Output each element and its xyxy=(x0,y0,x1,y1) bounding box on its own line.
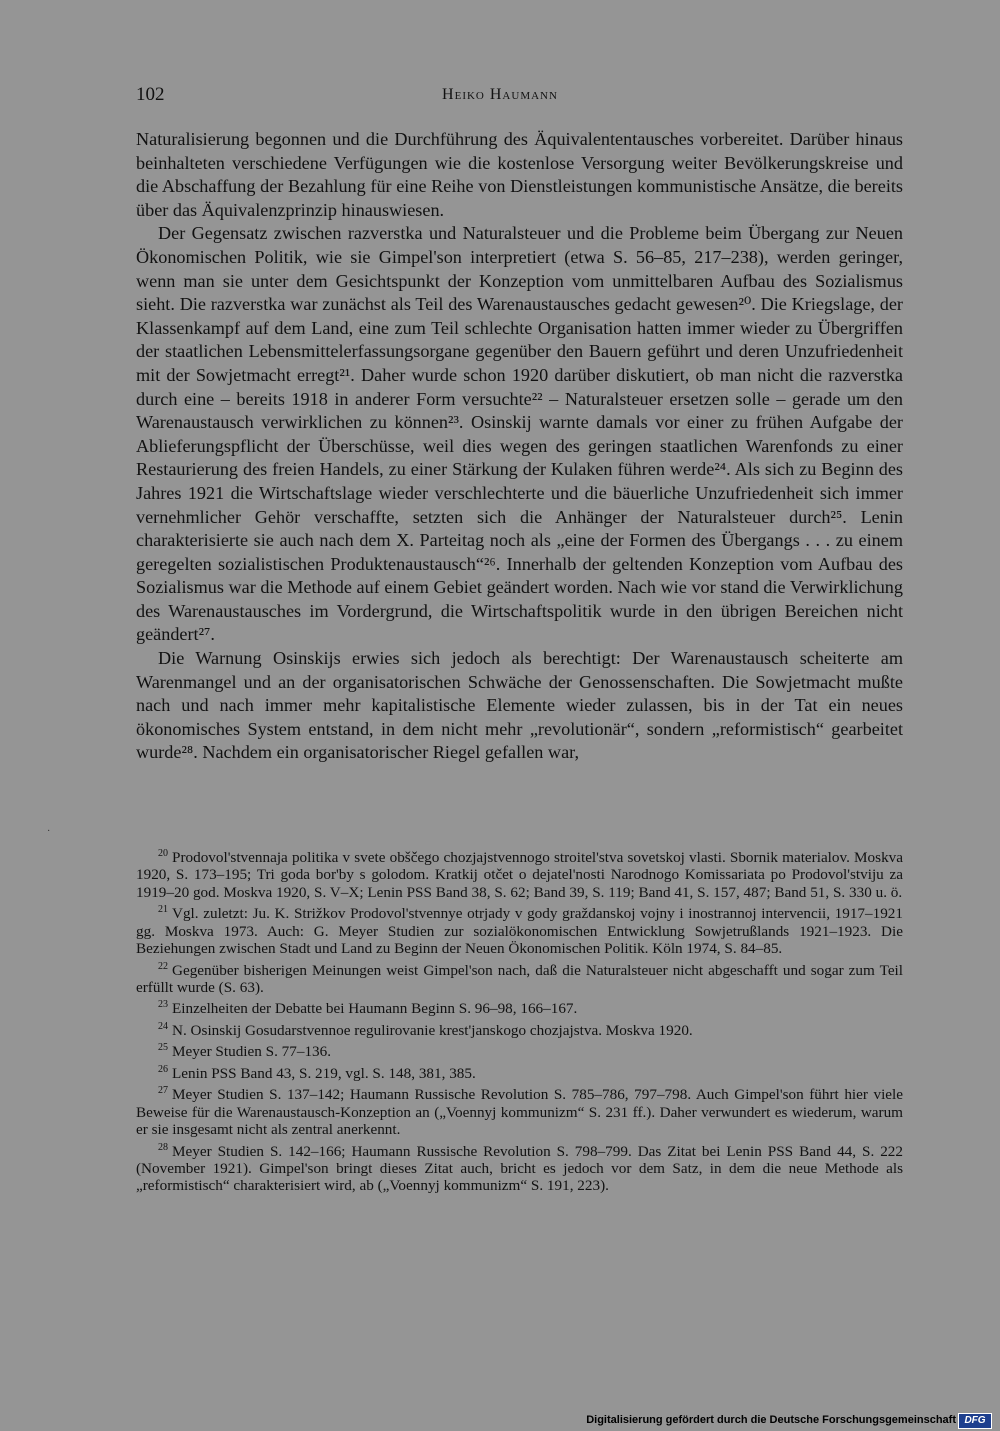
footnote-text: Meyer Studien S. 77–136. xyxy=(172,1043,332,1061)
paragraph: Die Warnung Osinskijs erwies sich jedoch als berechtigt: Der Warenaustausch scheiterte am Warenmangel und an der organisatorischen Schwäche der Genossenschaften. Die Sowjetmacht mußte nach und nach immer mehr kapitalistische Elemente wieder zulassen, bis in der Tat ein neues ökonomisches System entstand, in dem nicht mehr „revolutionär“, sondern „reformistisch“ gearbeitet wurde²⁸. Nachdem ein organisatorischer Riegel gefallen war, xyxy=(136,648,903,763)
footnote-text: Gegenüber bisherigen Meinungen weist Gimpel'son nach, daß die Naturalsteuer nicht abgeschafft und sogar zum Teil erfüllt wurde (S. 63). xyxy=(136,961,903,997)
footnote-25 xyxy=(136,1039,903,1060)
footnote-number: 28 xyxy=(158,1141,168,1153)
paragraph: Der Gegensatz zwischen razverstka und Naturalsteuer und die Probleme beim Übergang zur Neuen Ökonomischen Politik, wie sie Gimpel'son interpretiert (etwa S. 56–85, 217–238), werden geringer, wenn man sie unter dem Gesichtspunkt der Konzeption vom unmittelbaren Aufbau des Sozialismus sieht. Die razverstka war zunächst als Teil des Warenaustausches gedacht gewesen²⁰. Die Kriegslage, der Klassenkampf auf dem Land, eine zum Teil schlechte Organisation hatten immer wieder zu Übergriffen der staatlichen Lebensmittelerfassungsorgane gegenüber den Bauern geführt und deren Unzufriedenheit mit der Sowjetmacht erregt²¹. Daher wurde schon 1920 darüber diskutiert, ob man nicht die razverstka durch eine – bereits 1918 in anderer Form versuchte²² – Naturalsteuer ersetzen solle – gerade um den Warenaustausch verwirklichen zu können²³. Osinskij warnte damals vor einer zu frühen Aufgabe der Ablieferungspflicht der Überschüsse, weil dies wegen des geringen staatlichen Warenfonds zu einer Restaurierung des freien Handels, zu einer Stärkung der Kulaken führen werde²⁴. Als sich zu Beginn des Jahres 1921 die Wirtschaftslage wieder verschlechterte und die bäuerliche Unzufriedenheit sich immer vernehmlicher Gehör verschaffte, setzten sich die Anhänger der Naturalsteuer durch²⁵. Lenin charakterisierte sie auch nach dem X. Parteitag noch als „eine der Formen des Übergangs . . . zu einem geregelten sozialistischen Produktenaustausch“²⁶. Innerhalb der geltenden Konzeption vom Aufbau des Sozialismus war die Methode auf einem Gebiet geändert worden. Nach wie vor stand die Verwirklichung des Warenaustausches im Vordergrund, die Wirtschaftspolitik wurde in den übrigen Bereichen nicht geändert²⁷. xyxy=(136,223,903,645)
margin-mark: · xyxy=(47,826,51,837)
footnote-text: Einzelheiten der Debatte bei Haumann Beginn S. 96–98, 166–167. xyxy=(172,1000,578,1018)
footnote-22 xyxy=(136,958,903,997)
footnote-20 xyxy=(136,845,903,901)
footnote-number: 27 xyxy=(158,1085,168,1097)
footer-credit: Digitalisierung gefördert durch die Deutsche Forschungsgemeinschaft xyxy=(586,1414,956,1426)
footnote-27 xyxy=(136,1082,903,1138)
footnote-23 xyxy=(136,996,903,1017)
footnote-21 xyxy=(136,901,903,957)
footnote-26 xyxy=(136,1061,903,1082)
footnote-number: 22 xyxy=(158,960,168,972)
paragraph: Naturalisierung begonnen und die Durchführung des Äquivalententausches vorbereitet. Darüber hinaus beinhalteten verschiedene Verfügungen wie die kostenlose Versorgung weiter Bevölkerungskreise und die Abschaffung der Bezahlung für eine Reihe von Dienstleistungen kommunistische Ansätze, die bereits über das Äquivalenzprinzip hinauswiesen. xyxy=(136,129,903,220)
footnote-24 xyxy=(136,1018,903,1039)
page-number: 102 xyxy=(136,84,165,105)
running-head: Heiko Haumann xyxy=(442,86,558,103)
footnote-number: 21 xyxy=(158,904,168,916)
body-text xyxy=(136,128,903,765)
footnote-number: 20 xyxy=(158,848,168,859)
footnote-text: Prodovol'stvennaja politika v svete obščego chozjajstvennogo stroitel'stva sovetskoj vlasti. Sbornik materialov. Moskva 1920, S. 173–195; Tri goda bor'by s golodom. Kratkij otčet o dejatel'nosti Narodnogo Komissariata po Prodovol'stviju za 1919–20 god. Moskva 1920, S. V–X; Lenin PSS Band 38, S. 62; Band 39, S. 119; Band 41, S. 157, 487; Band 51, S. 330 u. ö. xyxy=(136,849,903,901)
footnote-number: 23 xyxy=(158,999,168,1011)
footnote-number: 26 xyxy=(158,1063,168,1075)
footnotes xyxy=(136,845,903,1195)
footnote-text: Meyer Studien S. 137–142; Haumann Russische Revolution S. 785–786, 797–798. Auch Gimpel'son führt hier viele Beweise für die Warenaustausch-Konzeption an („Voennyj kommunizm“ S. 231 ff.). Daher verwundert es wiederum, warum er sie insgesamt nicht als zentral anerkennt. xyxy=(136,1086,903,1139)
footnote-number: 24 xyxy=(158,1020,168,1032)
footnote-text: Lenin PSS Band 43, S. 219, vgl. S. 148, 381, 385. xyxy=(172,1064,476,1082)
footnote-number: 25 xyxy=(158,1042,168,1054)
footnote-text: Meyer Studien S. 142–166; Haumann Russische Revolution S. 798–799. Das Zitat bei Lenin PSS Band 44, S. 222 (November 1921). Gimpel'son bringt dieses Zitat auch, bricht es jedoch vor dem Satz, in dem die neue Methode als „reformistisch“ charakterisiert wird, ab („Voennyj kommunizm“ S. 191, 223). xyxy=(136,1142,903,1195)
footnote-text: N. Osinskij Gosudarstvennoe regulirovanie krest'janskogo chozjajstva. Moskva 1920. xyxy=(172,1021,693,1039)
dfg-logo: DFG xyxy=(958,1413,992,1429)
footnote-28 xyxy=(136,1139,903,1195)
footnote-text: Vgl. zuletzt: Ju. K. Strižkov Prodovol'stvennye otrjady v gody graždanskoj vojny i inostrannoj intervencii, 1917–1921 gg. Moskva 1973. Auch: G. Meyer Studien zur sozialökonomischen Entwicklung Sowjetrußlands 1921–1923. Die Beziehungen zwischen Stadt und Land zu Beginn der Neuen Ökonomischen Politik. Köln 1974, S. 84–85. xyxy=(136,905,903,958)
